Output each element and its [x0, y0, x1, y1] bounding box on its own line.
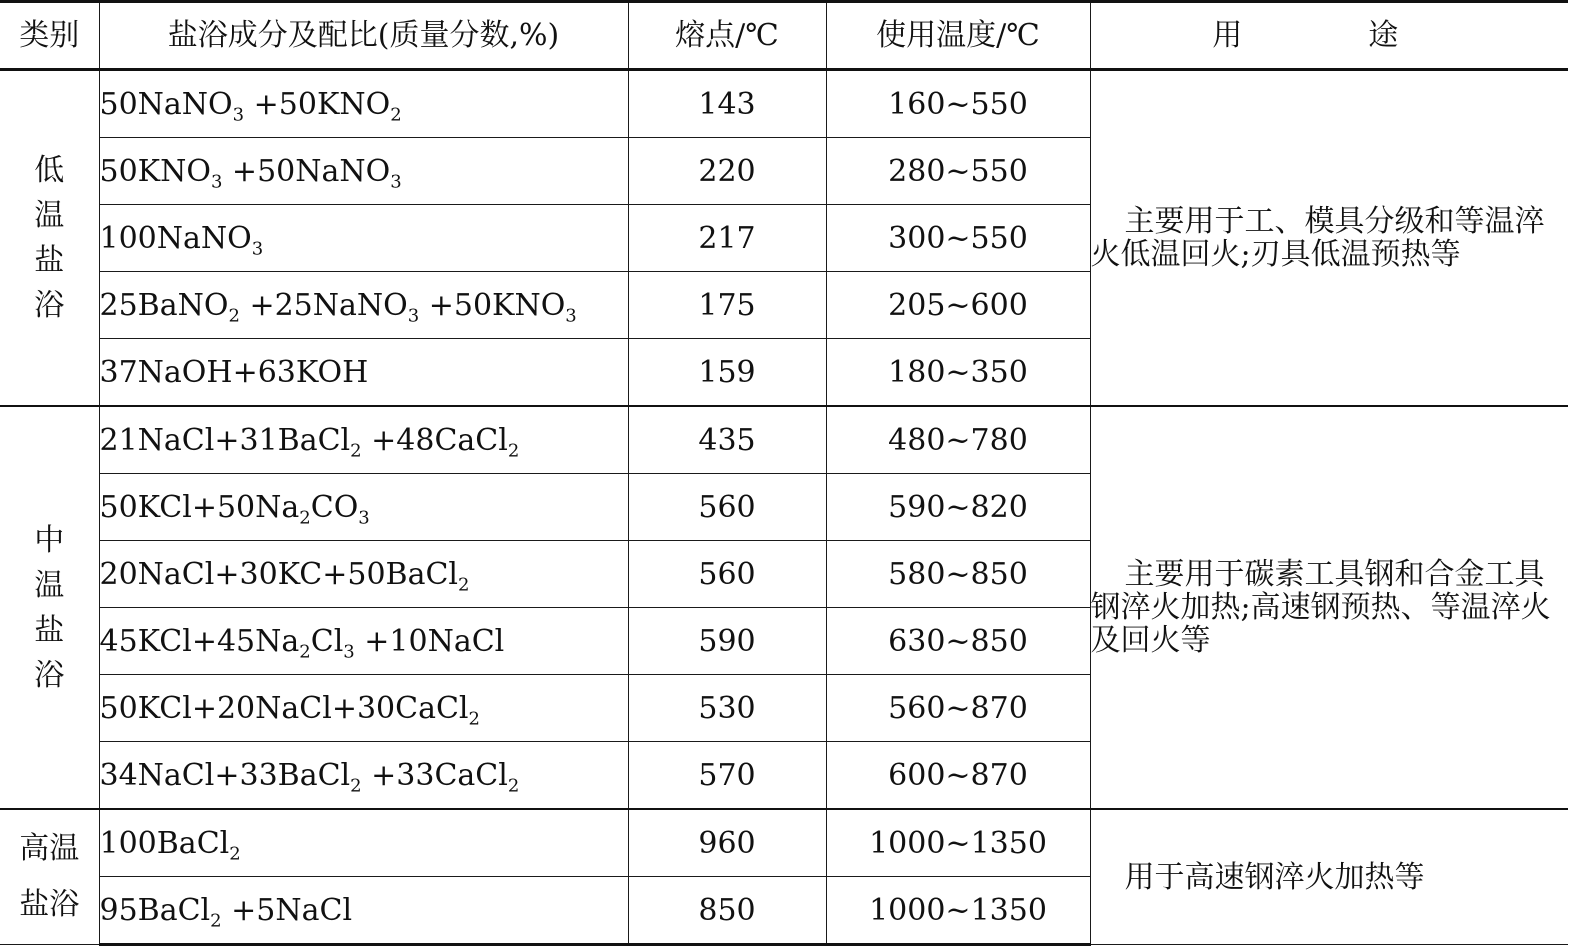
melting-point-cell: 530	[628, 675, 826, 742]
formula-part: +50KNO	[419, 287, 566, 323]
melting-point-cell: 560	[628, 541, 826, 608]
table-body	[0, 70, 1568, 945]
composition-cell	[99, 608, 628, 675]
melting-point-cell: 175	[628, 272, 826, 339]
formula-subscript: 2	[468, 707, 480, 729]
formula-part: 50NaNO	[99, 86, 233, 122]
formula-part: 21NaCl+31BaCl	[99, 422, 351, 458]
formula-subscript: 3	[251, 237, 264, 259]
formula-part: +50KNO	[244, 86, 391, 122]
formula-part: 34NaCl+33BaCl	[99, 757, 351, 793]
formula-subscript: 3	[565, 304, 577, 326]
formula-part: +25NaNO	[239, 287, 408, 323]
category-label: 高温盐浴	[19, 831, 80, 922]
composition-cell	[99, 877, 628, 945]
formula-subscript: 2	[350, 774, 362, 796]
formula-part: 20NaCl+30KC+50BaCl	[99, 556, 459, 592]
composition-cell	[99, 272, 628, 339]
table-row	[0, 70, 1568, 138]
formula-subscript: 3	[390, 170, 402, 192]
category-label: 中温盐浴	[34, 522, 65, 693]
formula-subscript: 2	[228, 304, 240, 326]
formula-part: 100BaCl	[99, 825, 230, 861]
temp-range-cell: 480~780	[826, 406, 1090, 474]
category-cell	[0, 809, 99, 945]
formula-subscript: 2	[507, 439, 520, 461]
table-row	[0, 406, 1568, 474]
composition-cell	[99, 138, 628, 205]
temp-range-cell: 1000~1350	[826, 809, 1090, 877]
melting-point-cell: 217	[628, 205, 826, 272]
table-header	[0, 2, 1568, 70]
header-usage: 用 途	[1090, 2, 1568, 70]
composition-cell	[99, 742, 628, 810]
temp-range-cell: 180~350	[826, 339, 1090, 407]
composition-cell	[99, 70, 628, 138]
melting-point-cell: 560	[628, 474, 826, 541]
formula-part: +33CaCl	[361, 757, 508, 793]
formula-subscript: 2	[299, 640, 311, 662]
formula-subscript: 2	[507, 774, 520, 796]
formula-part: 37NaOH+63KOH	[99, 354, 369, 390]
composition-cell	[99, 339, 628, 407]
formula-part: 50KCl+20NaCl+30CaCl	[99, 690, 469, 726]
usage-text: 主要用于工、模具分级和等温淬火低温回火;刃具低温预热等	[1090, 204, 1545, 272]
melting-point-cell: 960	[628, 809, 826, 877]
formula-part: +50NaNO	[222, 153, 391, 189]
composition-cell	[99, 205, 628, 272]
composition-cell	[99, 406, 628, 474]
temp-range-cell: 580~850	[826, 541, 1090, 608]
formula-part: +10NaCl	[354, 623, 505, 659]
formula-part: 25BaNO	[99, 287, 229, 323]
table-row	[0, 809, 1568, 877]
formula-subscript: 2	[299, 506, 311, 528]
composition-cell	[99, 809, 628, 877]
formula-subscript: 2	[350, 439, 362, 461]
composition-cell	[99, 474, 628, 541]
temp-range-cell: 630~850	[826, 608, 1090, 675]
usage-cell	[1090, 406, 1568, 809]
category-cell	[0, 406, 99, 809]
formula-part: 50KNO	[99, 153, 211, 189]
formula-subscript: 3	[210, 170, 223, 192]
usage-cell	[1090, 809, 1568, 945]
header-category: 类别	[0, 2, 99, 70]
formula-subscript: 3	[358, 506, 370, 528]
temp-range-cell: 300~550	[826, 205, 1090, 272]
temp-range-cell: 560~870	[826, 675, 1090, 742]
formula-part: +48CaCl	[361, 422, 508, 458]
temp-range-cell: 1000~1350	[826, 877, 1090, 945]
category-label: 低温盐浴	[34, 153, 65, 323]
melting-point-cell: 850	[628, 877, 826, 945]
formula-subscript: 3	[232, 103, 245, 125]
usage-text: 用于高速钢淬火加热等	[1124, 859, 1425, 895]
temp-range-cell: 160~550	[826, 70, 1090, 138]
category-cell	[0, 70, 99, 407]
header-composition: 盐浴成分及配比(质量分数,%)	[99, 2, 628, 70]
usage-text: 主要用于碳素工具钢和合金工具钢淬火加热;高速钢预热、等温淬火及回火等	[1090, 557, 1551, 658]
melting-point-cell: 570	[628, 742, 826, 810]
formula-subscript: 2	[390, 103, 402, 125]
formula-subscript: 3	[407, 304, 420, 326]
formula-subscript: 2	[458, 573, 470, 595]
formula-subscript: 3	[343, 640, 355, 662]
header-temp-range: 使用温度/℃	[826, 2, 1090, 70]
header-melting-point: 熔点/℃	[628, 2, 826, 70]
formula-part: 100NaNO	[99, 220, 252, 256]
formula-part: 50KCl+50Na	[99, 489, 300, 525]
melting-point-cell: 590	[628, 608, 826, 675]
formula-part: 45KCl+45Na	[99, 623, 300, 659]
formula-subscript: 2	[210, 909, 222, 931]
usage-cell	[1090, 70, 1568, 407]
composition-cell	[99, 541, 628, 608]
formula-part: CO	[310, 489, 359, 525]
melting-point-cell: 435	[628, 406, 826, 474]
temp-range-cell: 590~820	[826, 474, 1090, 541]
formula-part: Cl	[310, 623, 344, 659]
formula-part: 95BaCl	[99, 892, 211, 928]
melting-point-cell: 159	[628, 339, 826, 407]
formula-subscript: 2	[229, 842, 241, 864]
temp-range-cell: 205~600	[826, 272, 1090, 339]
formula-part: +5NaCl	[221, 892, 353, 928]
temp-range-cell: 600~870	[826, 742, 1090, 810]
melting-point-cell: 220	[628, 138, 826, 205]
temp-range-cell: 280~550	[826, 138, 1090, 205]
composition-cell	[99, 675, 628, 742]
melting-point-cell: 143	[628, 70, 826, 138]
